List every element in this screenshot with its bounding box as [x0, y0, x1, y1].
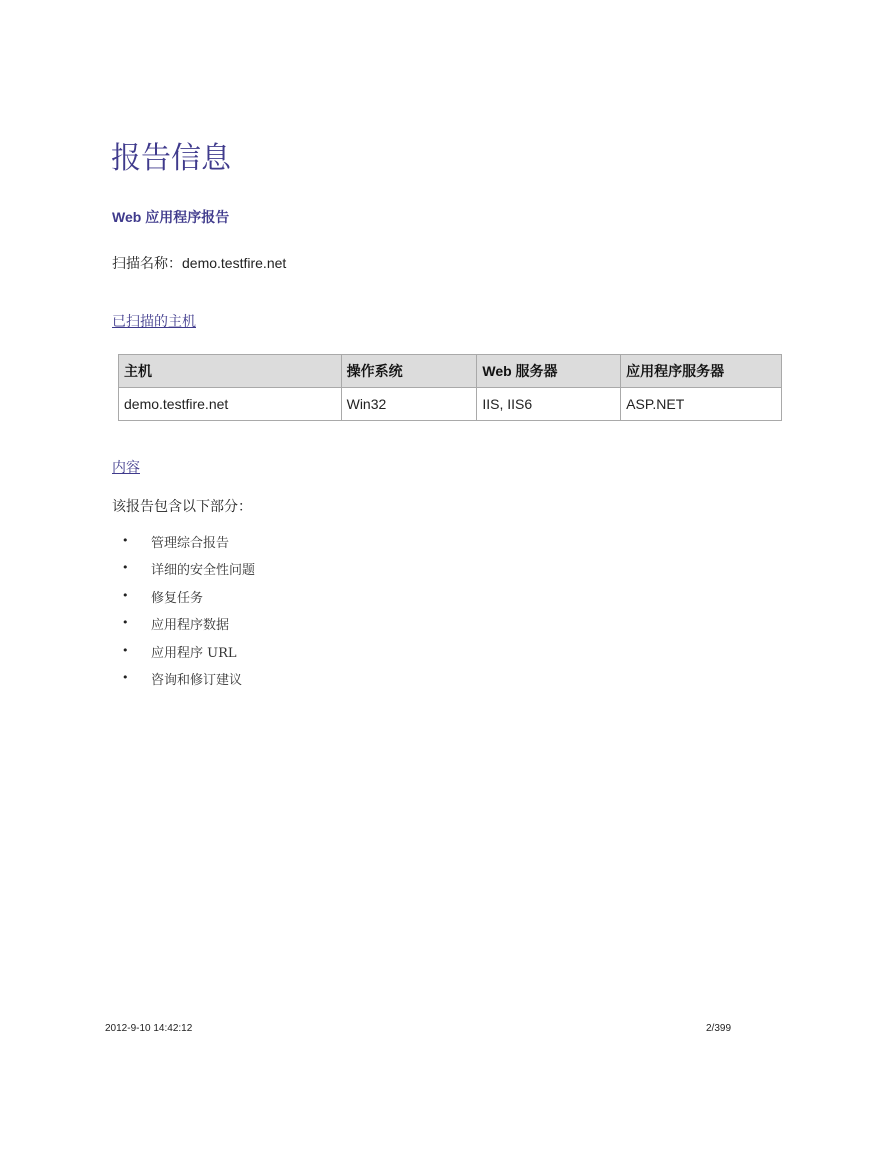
list-item-label: 管理综合报告	[151, 536, 230, 551]
list-item-label: 修复任务	[151, 590, 204, 606]
column-header-os: 操作系统	[341, 355, 477, 388]
list-item-label: 应用程序 URL	[151, 645, 237, 661]
scan-name-label: 扫描名称：	[112, 256, 182, 272]
column-header-app-server: 应用程序服务器	[621, 355, 782, 388]
footer-page-number: 2/399	[706, 1023, 732, 1034]
scan-name-value: demo.testfire.net	[182, 255, 287, 271]
column-header-host: 主机	[119, 355, 342, 388]
bullet-icon: •	[122, 534, 129, 547]
bullet-icon: •	[122, 561, 129, 575]
report-subtitle: Web 应用程序报告	[112, 209, 230, 225]
contents-list	[122, 534, 255, 698]
list-item	[122, 589, 255, 616]
footer-datetime: 2012-9-10 14:42:12	[105, 1023, 193, 1034]
column-header-web-server: Web 服务器	[477, 355, 621, 388]
list-item	[122, 644, 255, 671]
list-item	[122, 561, 255, 588]
list-item-label: 咨询和修订建议	[151, 672, 243, 688]
bullet-icon: •	[122, 616, 129, 630]
list-item-label: 应用程序数据	[151, 618, 230, 634]
cell-web-server: IIS, IIS6	[477, 388, 621, 421]
scanned-hosts-table	[118, 354, 782, 421]
bullet-icon: •	[122, 643, 129, 657]
scanned-hosts-heading-link[interactable]: 已扫描的主机	[112, 314, 196, 330]
cell-app-server: ASP.NET	[621, 388, 782, 421]
list-item	[122, 671, 255, 698]
contents-heading-link[interactable]: 内容	[112, 460, 140, 476]
list-item	[122, 534, 255, 561]
page-title: 报告信息	[111, 141, 231, 176]
scan-name-line	[112, 252, 286, 275]
bullet-icon: •	[122, 588, 129, 602]
table-header-row	[119, 355, 782, 388]
list-item	[122, 616, 255, 643]
table-row	[119, 388, 782, 421]
list-item-label: 详细的安全性问题	[151, 563, 256, 579]
bullet-icon: •	[122, 670, 129, 684]
cell-os: Win32	[341, 388, 477, 421]
cell-host: demo.testfire.net	[119, 388, 342, 421]
contents-intro: 该报告包含以下部分：	[112, 499, 252, 515]
